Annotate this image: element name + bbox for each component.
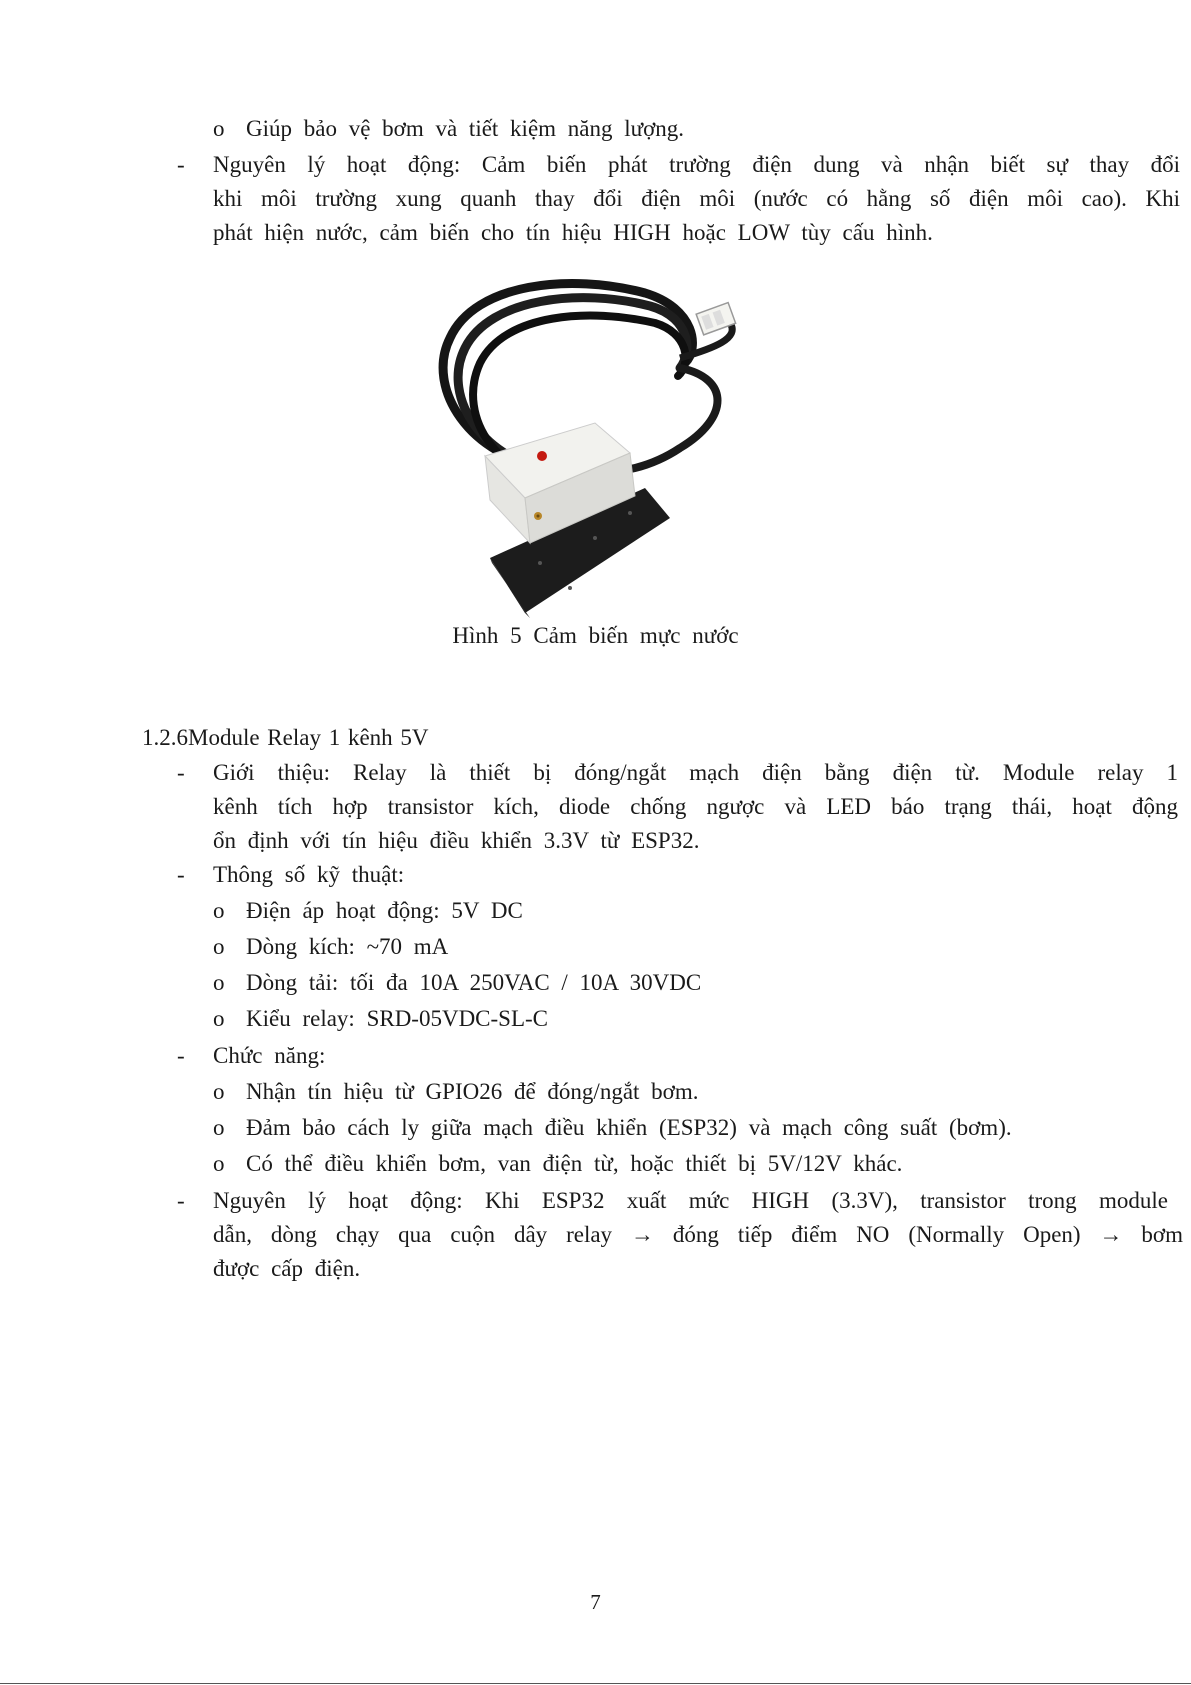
dash-marker: - <box>177 152 185 177</box>
function-item: Nhận tín hiệu từ GPIO26 để đóng/ngắt bơm. <box>246 1079 699 1104</box>
dash-marker: - <box>177 760 185 785</box>
spec-item: Dòng kích: ~70 mA <box>246 934 449 959</box>
spec-item: Điện áp hoạt động: 5V DC <box>246 898 523 923</box>
water-level-sensor-image <box>430 268 750 658</box>
section-heading: 1.2.6Module Relay 1 kênh 5V <box>142 725 429 750</box>
specs-label: Thông số kỹ thuật: <box>213 862 405 887</box>
bullet-text: Giúp bảo vệ bơm và tiết kiệm năng lượng. <box>246 116 685 141</box>
bullet-marker: o <box>213 1079 225 1104</box>
bullet-marker: o <box>213 934 225 959</box>
paragraph-line: kênh tích hợp transistor kích, diode chống ngược và LED báo trạng thái, hoạt động <box>213 794 1178 819</box>
dash-marker: - <box>177 1188 185 1213</box>
function-item: Đảm bảo cách ly giữa mạch điều khiển (ESP32) và mạch công suất (bơm). <box>246 1115 1012 1140</box>
bullet-marker: o <box>213 116 225 141</box>
paragraph-line: Giới thiệu: Relay là thiết bị đóng/ngắt mạch điện bằng điện từ. Module relay 1 <box>213 760 1178 785</box>
function-item: Có thể điều khiển bơm, van điện từ, hoặc thiết bị 5V/12V khác. <box>246 1151 903 1176</box>
bullet-marker: o <box>213 1006 225 1031</box>
bullet-marker: o <box>213 1115 225 1140</box>
functions-label: Chức năng: <box>213 1043 326 1068</box>
paragraph-line: dẫn, dòng chạy qua cuộn dây relay → đóng tiếp điểm NO (Normally Open) → bơm <box>213 1222 1183 1247</box>
bullet-marker: o <box>213 970 225 995</box>
paragraph-line: ổn định với tín hiệu điều khiển 3.3V từ ESP32. <box>213 828 700 853</box>
figure-caption: Hình 5 Cảm biến mực nước <box>452 623 739 648</box>
paragraph-line: Nguyên lý hoạt động: Khi ESP32 xuất mức HIGH (3.3V), transistor trong module <box>213 1188 1168 1213</box>
paragraph-line: phát hiện nước, cảm biến cho tín hiệu HIGH hoặc LOW tùy cấu hình. <box>213 220 933 245</box>
dash-marker: - <box>177 862 185 887</box>
paragraph-line: được cấp điện. <box>213 1256 361 1281</box>
spec-item: Kiểu relay: SRD-05VDC-SL-C <box>246 1006 549 1031</box>
bullet-marker: o <box>213 898 225 923</box>
paragraph-line: khi môi trường xung quanh thay đổi điện môi (nước có hằng số điện môi cao). Khi <box>213 186 1180 211</box>
bullet-marker: o <box>213 1151 225 1176</box>
dash-marker: - <box>177 1043 185 1068</box>
spec-item: Dòng tải: tối đa 10A 250VAC / 10A 30VDC <box>246 970 702 995</box>
paragraph-line: Nguyên lý hoạt động: Cảm biến phát trường điện dung và nhận biết sự thay đổi <box>213 152 1180 177</box>
page-number: 7 <box>590 1590 601 1614</box>
bottom-edge-rule <box>0 1683 1191 1684</box>
